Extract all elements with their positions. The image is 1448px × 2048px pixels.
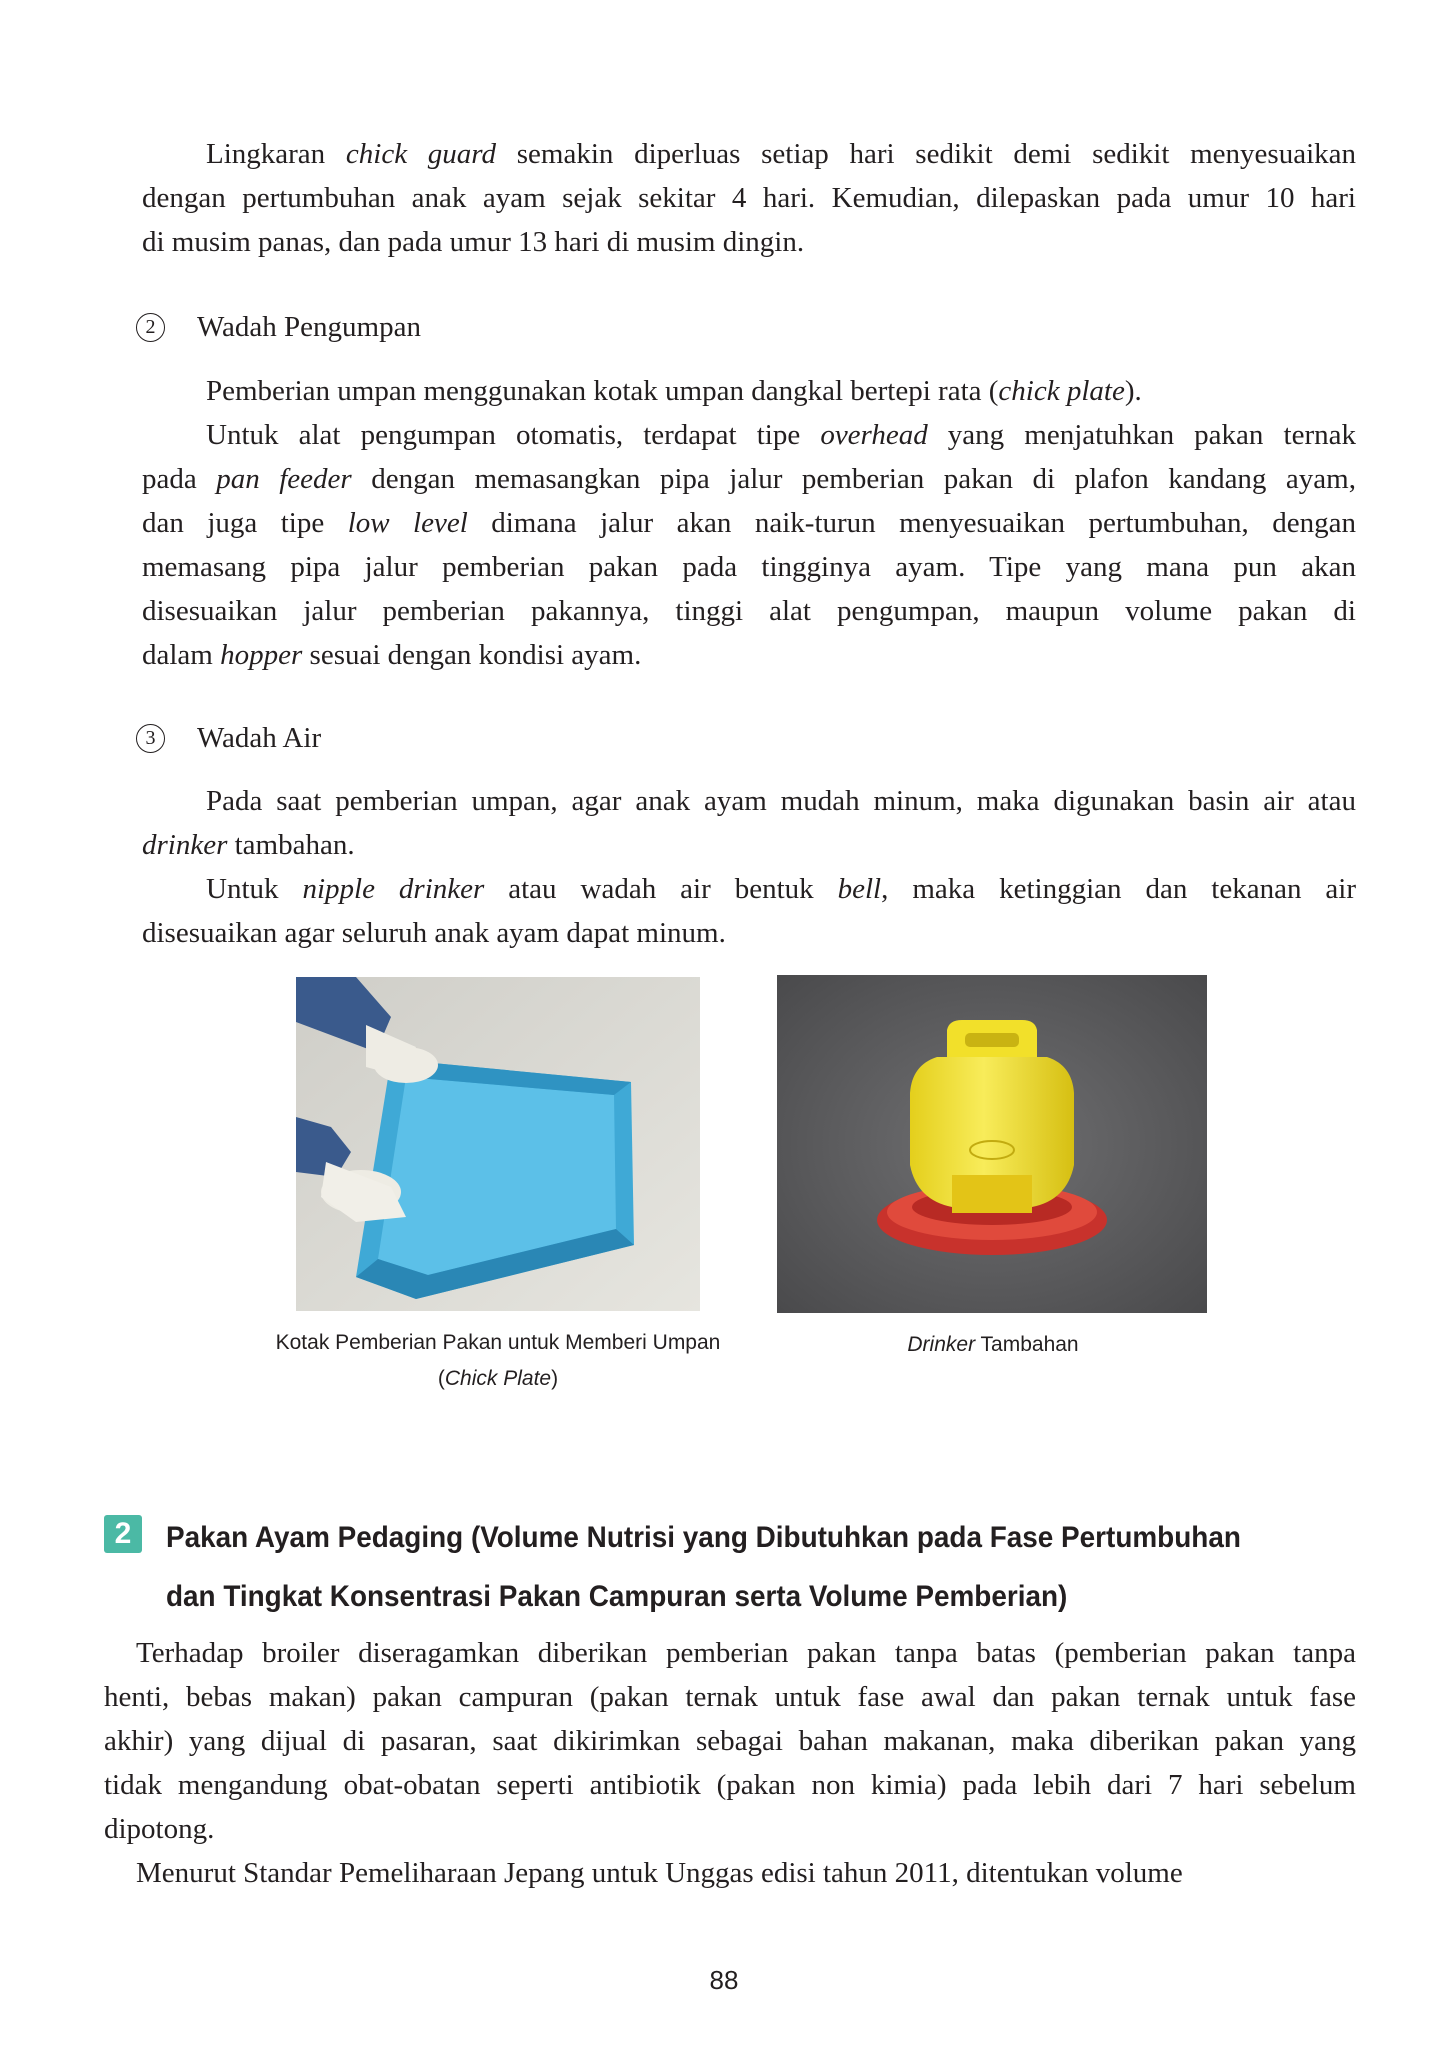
subheading-title: Wadah Pengumpan <box>197 311 421 343</box>
italic-term: overhead <box>820 419 928 451</box>
water-paragraph <box>142 779 1357 955</box>
caption-line: Kotak Pemberian Pakan untuk Memberi Umpan <box>275 1331 721 1354</box>
text-line: Untuk alat pengumpan otomatis, terdapat tipe overhead yang menjatuhkan pakan ternak <box>206 419 1356 451</box>
text-line: henti, bebas makan) pakan campuran (pakan ternak untuk fase awal dan pakan ternak untuk fase <box>104 1681 1356 1713</box>
italic-term: chick plate <box>998 375 1125 407</box>
italic-term: Drinker <box>907 1333 976 1356</box>
italic-term: nipple drinker <box>302 873 485 905</box>
caption-line: (Chick Plate) <box>437 1367 559 1390</box>
text-line: di musim panas, dan pada umur 13 hari di musim dingin. <box>142 226 805 258</box>
circled-number: 3 <box>136 724 165 753</box>
section-heading-line: Pakan Ayam Pedaging (Volume Nutrisi yang Dibutuhkan pada Fase Pertumbuhan <box>166 1521 1241 1554</box>
text-line: tidak mengandung obat-obatan seperti antibiotik (pakan non kimia) pada lebih dari 7 hari sebelum <box>104 1769 1356 1801</box>
text-line: dipotong. <box>104 1813 215 1845</box>
feeder-paragraph <box>142 369 1356 677</box>
subheading-title: Wadah Air <box>197 722 322 754</box>
body-paragraph <box>104 1631 1356 1895</box>
italic-term: drinker <box>142 829 228 861</box>
text-line: disesuaikan agar seluruh anak ayam dapat minum. <box>142 917 726 949</box>
text-line: memasang pipa jalur pemberian pakan pada tingginya ayam. Tipe yang mana pun akan <box>142 551 1356 583</box>
figure-caption-chick-plate <box>240 1325 756 1397</box>
text-line: akhir) yang dijual di pasaran, saat dikirimkan sebagai bahan makanan, maka diberikan pakan yang <box>104 1725 1356 1757</box>
text-line: Untuk nipple drinker atau wadah air bentuk bell, maka ketinggian dan tekanan air <box>206 873 1357 905</box>
text-line: Terhadap broiler diseragamkan diberikan pemberian pakan tanpa batas (pemberian pakan tanpa <box>136 1637 1356 1669</box>
italic-term: Chick Plate <box>444 1367 552 1390</box>
figure-caption-drinker <box>810 1327 1176 1363</box>
drinker-photo <box>777 975 1207 1313</box>
text-line: dalam hopper sesuai dengan kondisi ayam. <box>142 639 642 671</box>
chick-plate-photo <box>296 977 700 1311</box>
circled-number: 2 <box>136 313 165 342</box>
section-heading <box>166 1508 1356 1626</box>
text-line: drinker tambahan. <box>142 829 355 861</box>
section-heading-line: dan Tingkat Konsentrasi Pakan Campuran serta Volume Pemberian) <box>166 1580 1068 1613</box>
italic-term: pan feeder <box>216 463 352 495</box>
page-number: 88 <box>709 1965 739 1995</box>
subheading-wadah-air <box>136 718 321 758</box>
text-line: Pemberian umpan menggunakan kotak umpan dangkal bertepi rata (chick plate). <box>206 375 1142 407</box>
section-number-badge: 2 <box>104 1515 142 1553</box>
caption-line: Drinker Tambahan <box>907 1333 1079 1356</box>
intro-paragraph <box>142 132 1357 264</box>
text-line: pada pan feeder dengan memasangkan pipa jalur pemberian pakan di plafon kandang ayam, <box>142 463 1356 495</box>
italic-term: bell <box>837 873 882 905</box>
text-line: dan juga tipe low level dimana jalur akan naik-turun menyesuaikan pertumbuhan, dengan <box>142 507 1356 539</box>
italic-term: low level <box>347 507 468 539</box>
italic-term: chick guard <box>345 138 497 170</box>
text-line: dengan pertumbuhan anak ayam sejak sekitar 4 hari. Kemudian, dilepaskan pada umur 10 hari <box>142 182 1356 214</box>
subheading-wadah-pengumpan <box>136 307 421 347</box>
text-line: disesuaikan jalur pemberian pakannya, tinggi alat pengumpan, maupun volume pakan di <box>142 595 1356 627</box>
italic-term: hopper <box>220 639 303 671</box>
text-line: Pada saat pemberian umpan, agar anak ayam mudah minum, maka digunakan basin air atau <box>206 785 1356 817</box>
text-line: Lingkaran chick guard semakin diperluas setiap hari sedikit demi sedikit menyesuaikan <box>206 138 1357 170</box>
text-line: Menurut Standar Pemeliharaan Jepang untuk Unggas edisi tahun 2011, ditentukan volume <box>136 1857 1183 1889</box>
